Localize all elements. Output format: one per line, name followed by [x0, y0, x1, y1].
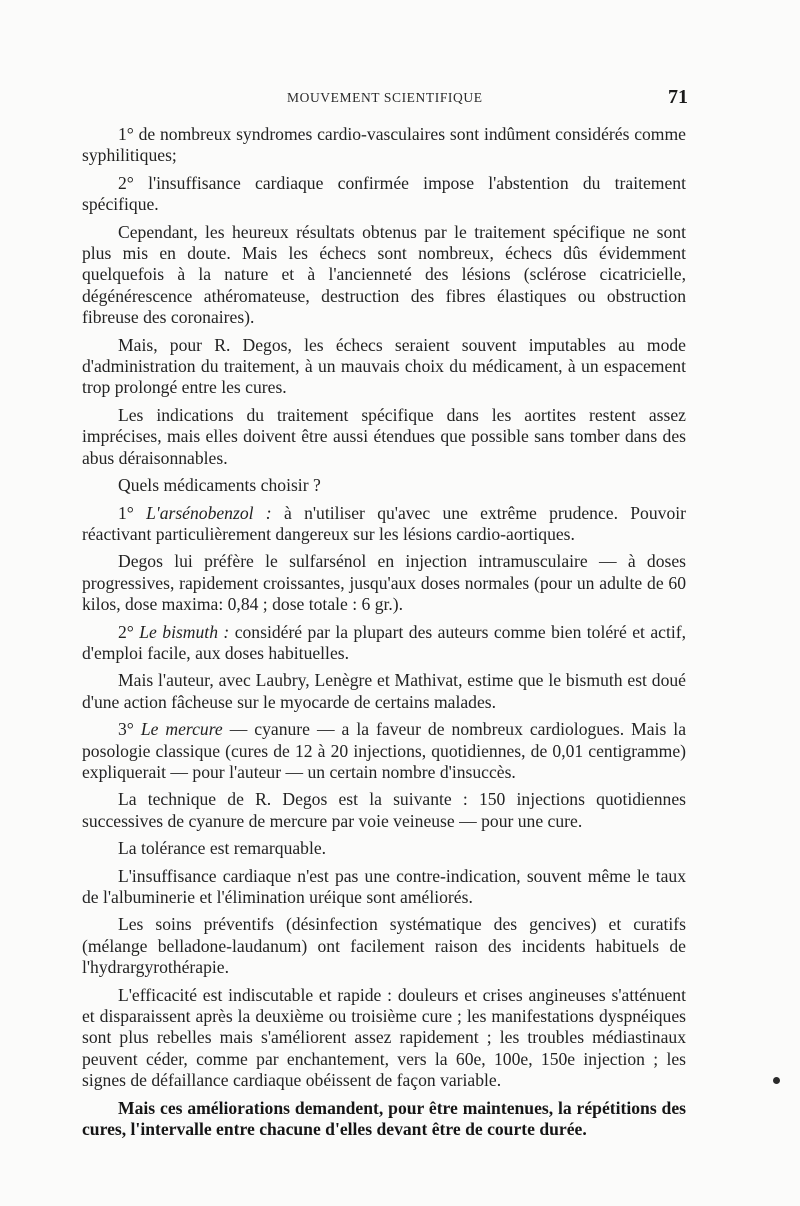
paragraph: La tolérance est remarquable. [118, 838, 327, 859]
item-number: 2° [118, 621, 140, 642]
item-number: 3° [118, 719, 141, 740]
paragraph: Degos lui préfère le sulfarsénol en injection intramusculaire — à doses progressives, rapidement croissantes, jusqu'aux doses normales (pour un adulte de 60 kilos, dose maxima: 0,84 ; dose totale : 6 gr.). [82, 551, 686, 615]
item-text: — cyanure — a la faveur de nombreux cardiologues. Mais la posologie classique (cures de 12 à 20 injections, quotidiennes, de 0,01 centigramme) expliquerait — pour l'auteur — un certain nombre d'insuccès. [82, 719, 687, 782]
paragraph: L'insuffisance cardiaque n'est pas une contre-indication, souvent même le taux de l'albuminerie et l'élimination uréique sont améliorés. [82, 865, 686, 907]
paragraph: Quels médicaments choisir ? [118, 475, 321, 496]
paragraph: La technique de R. Degos est la suivante : 150 injections quotidiennes successives de cyanure de mercure par voie veineuse — pour une cure. [82, 789, 686, 831]
drug-name: Le mercure [140, 719, 223, 740]
margin-ink-dot [773, 1077, 780, 1084]
article-body [82, 124, 686, 1149]
paragraph-arsenobenzol [82, 503, 686, 546]
drug-name: Le bismuth : [139, 621, 230, 642]
paragraph: Les indications du traitement spécifique dans les aortites restent assez imprécises, mais elles doivent être aussi étendues que possible sans tomber dans des abus déraisonnables. [82, 404, 686, 468]
drug-name: L'arsénobenzol : [146, 502, 272, 523]
paragraph: Cependant, les heureux résultats obtenus par le traitement spécifique ne sont plus mis en doute. Mais les échecs sont nombreux, échecs dûs évidemment quelquefois à la nature et à l'ancienneté des lésions (sclérose cicatricielle, dégénérescence athéromateuse, destruction des fibres élastiques ou obstruction fibreuse des coronaires). [82, 221, 686, 328]
paragraph: 2° l'insuffisance cardiaque confirmée impose l'abstention du traitement spécifique. [82, 172, 686, 215]
paragraph: Mais ces améliorations demandent, pour être maintenues, la répétitions des cures, l'intervalle entre chacune d'elles devant être de courte durée. [82, 1097, 686, 1140]
running-title: MOUVEMENT SCIENTIFIQUE [287, 90, 483, 105]
item-text: à n'utiliser qu'avec une extrême prudence. Pouvoir réactivant particulièrement dangereux sur les lésions cardio-aortiques. [82, 502, 686, 544]
paragraph-bismuth [82, 622, 686, 665]
paragraph-mercure [82, 719, 686, 783]
paragraph: L'efficacité est indiscutable et rapide : douleurs et crises angineuses s'atténuent et disparaissent après la deuxième ou troisième cure ; les manifestations dyspnéiques sont plus rebelles mais s'améliorent assez rapidement ; les troubles médiastinaux peuvent céder, comme par enchantement, vers la 60e, 100e, 150e injection ; les signes de défaillance cardiaque obéissent de façon variable. [82, 984, 686, 1091]
paragraph: 1° de nombreux syndromes cardio-vasculaires sont indûment considérés comme syphilitiques; [82, 124, 686, 166]
running-header [82, 86, 688, 110]
item-text: considéré par la plupart des auteurs comme bien toléré et actif, d'emploi facile, aux doses habituelles. [82, 621, 687, 663]
paragraph: Les soins préventifs (désinfection systématique des gencives) et curatifs (mélange belladone-laudanum) ont facilement raison des incidents habituels de l'hydrargyrothérapie. [82, 914, 686, 978]
page-number: 71 [668, 86, 688, 108]
paragraph: Mais, pour R. Degos, les échecs seraient souvent imputables au mode d'administration du traitement, à un mauvais choix du médicament, à un espacement trop prolongé entre les cures. [82, 334, 686, 398]
paragraph: Mais l'auteur, avec Laubry, Lenègre et Mathivat, estime que le bismuth est doué d'une action fâcheuse sur le myocarde de certains malades. [82, 670, 686, 712]
item-number: 1° [118, 502, 147, 523]
